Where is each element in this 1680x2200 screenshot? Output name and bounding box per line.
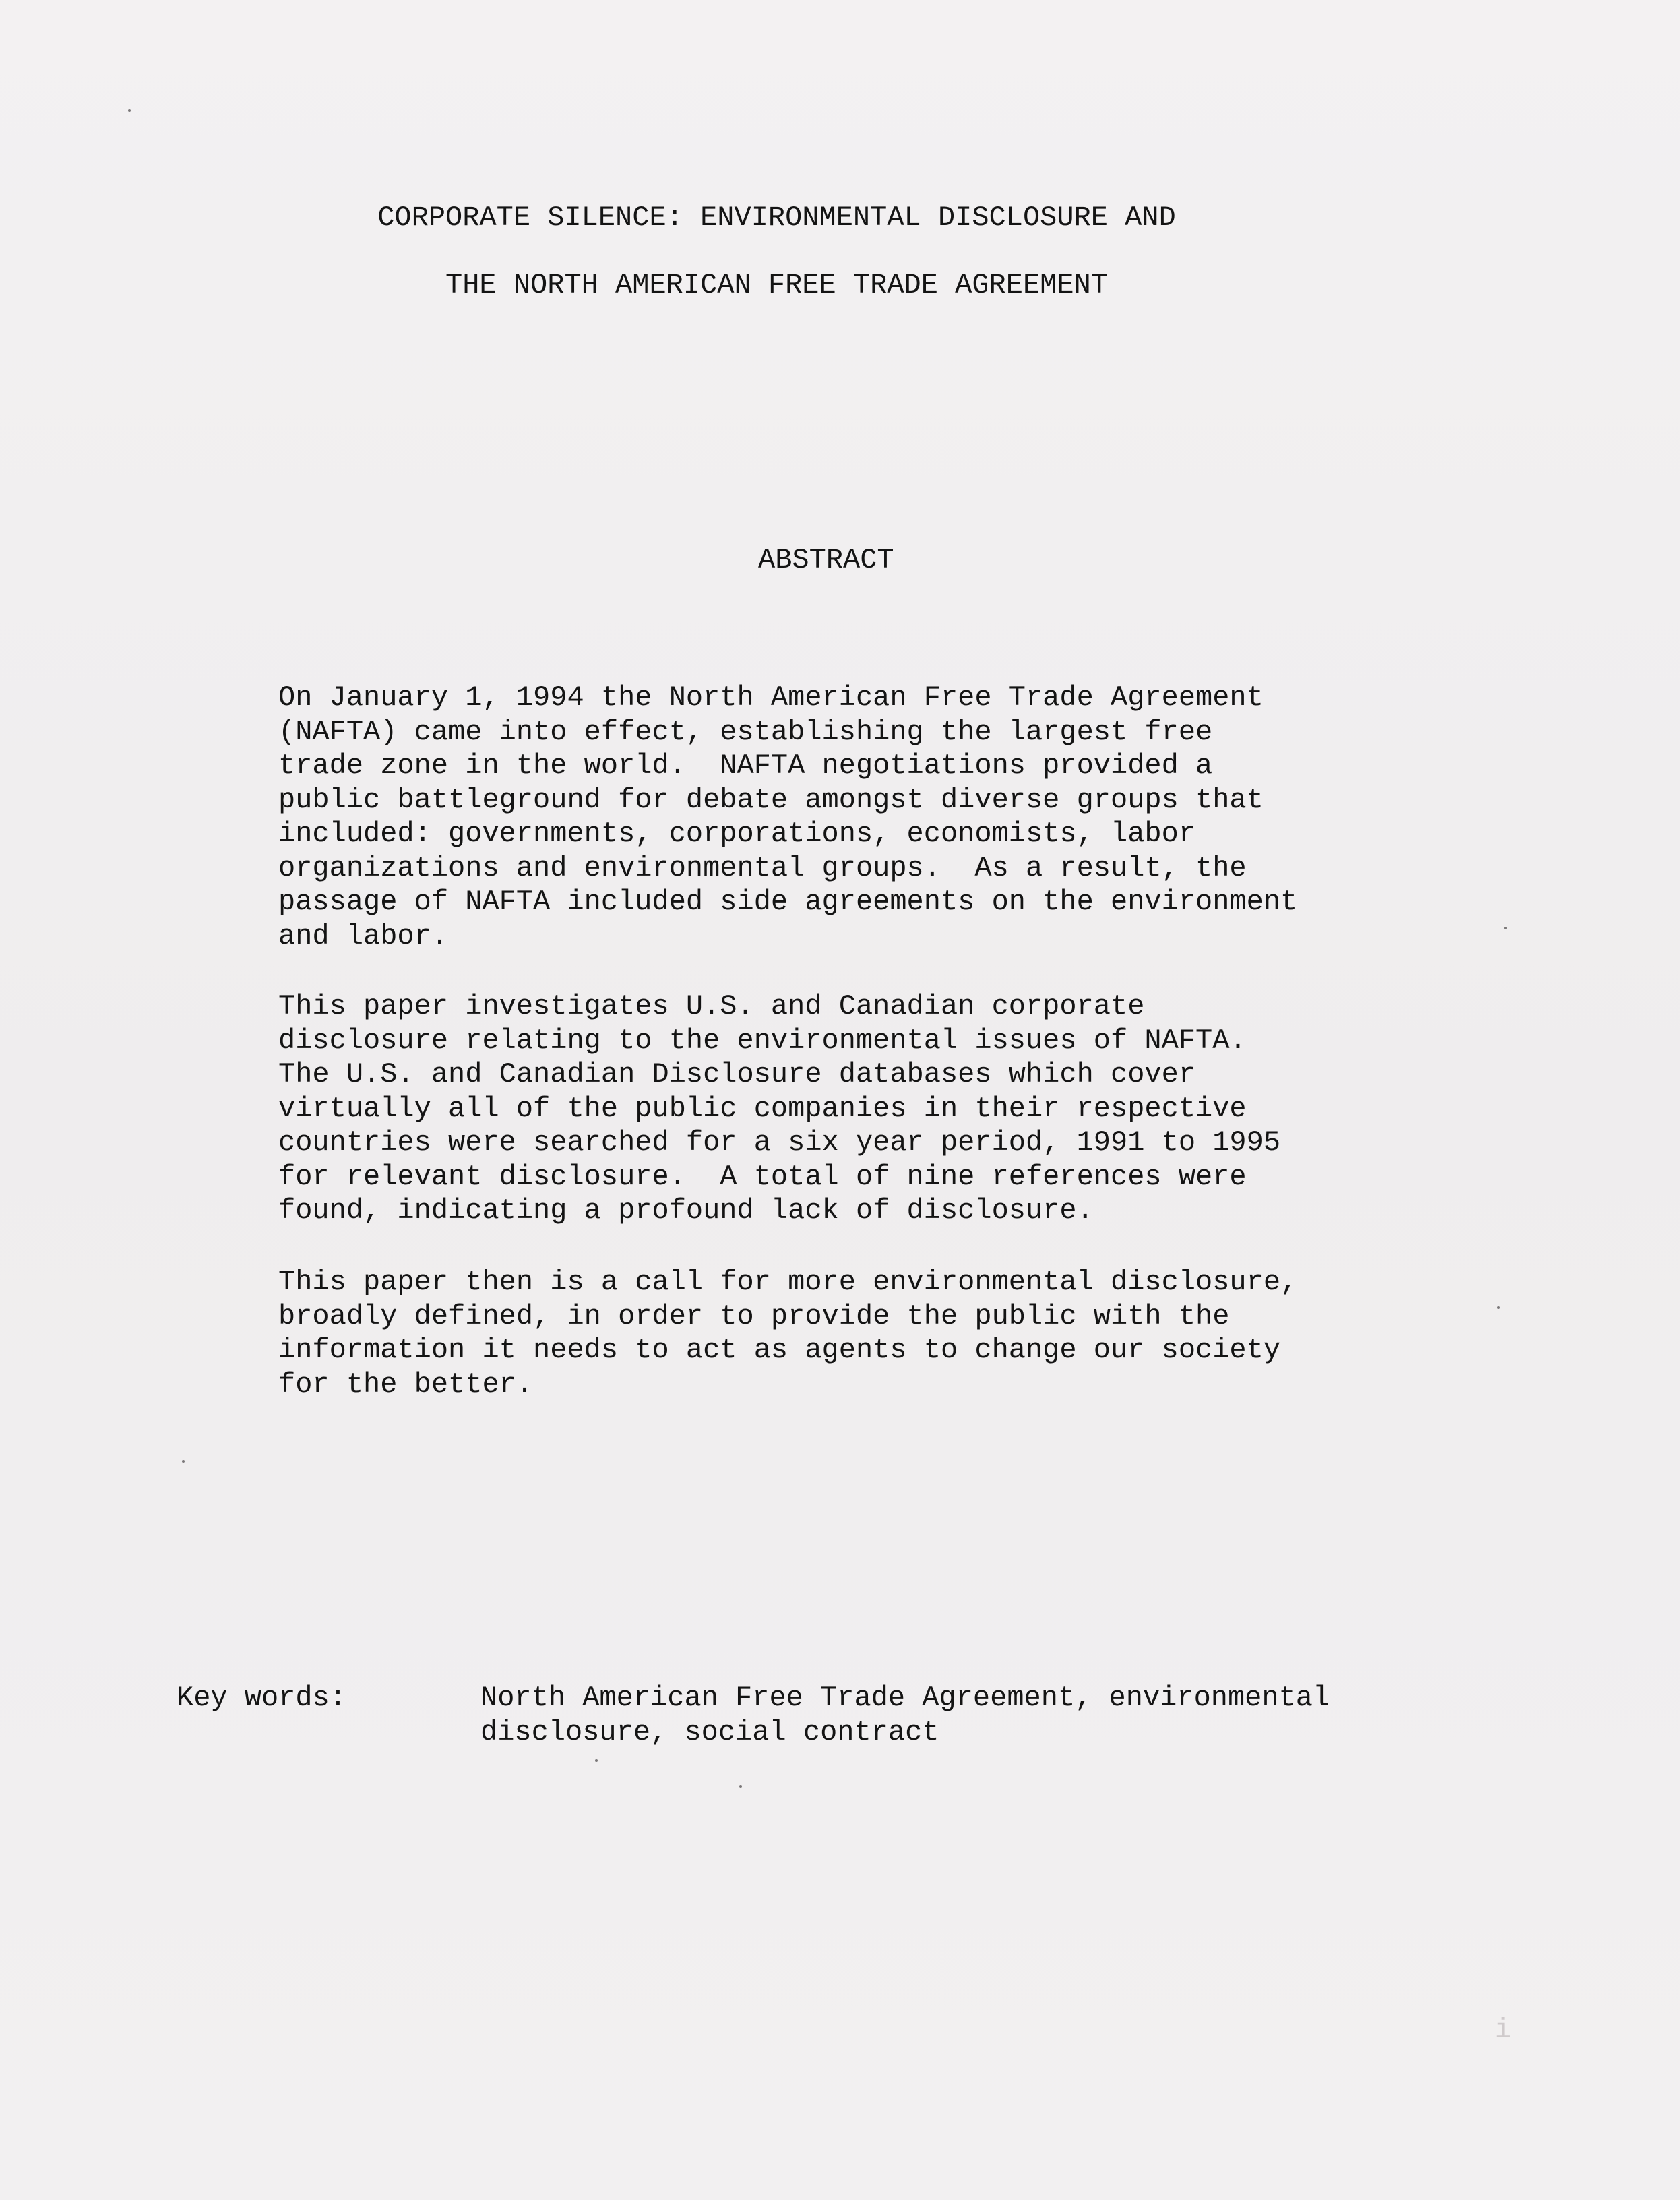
key-words-value: North American Free Trade Agreement, environmental disclosure, social contract — [480, 1682, 1330, 1748]
key-words-label: Key words: — [177, 1682, 347, 1714]
abstract-heading: ABSTRACT — [758, 544, 894, 576]
scan-speck — [595, 1759, 598, 1762]
document-title-line-1: CORPORATE SILENCE: ENVIRONMENTAL DISCLOSURE AND — [377, 202, 1176, 234]
abstract-paragraph-2: This paper investigates U.S. and Canadian corporate disclosure relating to the environmental issues of NAFTA. The U.S. and Canadian Disclosure databases which cover virtually all of the public companies in their respective countries were searched for a six year period, 1991 to 1995 for relevant disclosure. A total of nine references were found, indicating a profound lack of disclosure. — [278, 990, 1281, 1227]
scan-speck — [128, 109, 131, 112]
scan-speck — [182, 1460, 185, 1463]
page-number: i — [1495, 2015, 1512, 2046]
scan-speck — [739, 1785, 742, 1788]
document-title-line-2: THE NORTH AMERICAN FREE TRADE AGREEMENT — [445, 269, 1108, 301]
scan-speck — [1504, 927, 1507, 929]
abstract-paragraph-3: This paper then is a call for more environmental disclosure, broadly defined, in order to provide the public with the information it needs to act as agents to change our society for the better. — [278, 1266, 1298, 1401]
scan-speck — [1497, 1306, 1500, 1309]
abstract-paragraph-1: On January 1, 1994 the North American Free Trade Agreement (NAFTA) came into effect, establishing the largest free trade zone in the world. NAFTA negotiations provided a public battleground for debate amongst diverse groups that included: governments, corporations, economists, labor organizations and environmental groups. As a result, the passage of NAFTA included side agreements on the environment and labor. — [278, 681, 1298, 952]
